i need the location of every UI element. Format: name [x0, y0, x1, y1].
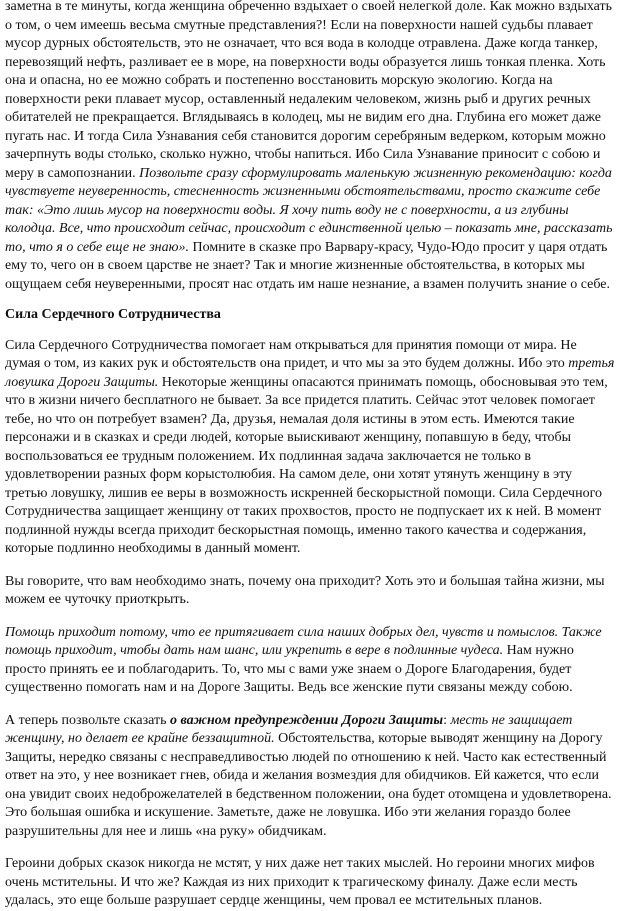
warning-bold-italic: о важном предупреждении Дороги Защиты [169, 712, 444, 728]
paragraph-warning [5, 712, 615, 842]
paragraph-well-metaphor [5, 0, 615, 294]
paragraph-text: Обстоятельства, которые выводят женщину на Дорогу Защиты, нередко связаны с несправедливостью людей по отношению к ней. Часто как естественный ответ на это, у нее возникает гнев, обида и желания возмездия для обидчиков. Ей кажется, что если она увидит своих недоброжелателей в бедственном положении, она будет отомщена и удовлетворена. Это большая ошибка и искушение. Заметьте, даже не ловушка. Ибо эти желания гораздо более разрушительны для нее и лишь «на руку» обидчикам. [5, 731, 612, 839]
paragraph-cooperation [5, 337, 615, 559]
paragraph-text: Некоторые женщины опасаются принимать помощь, обосновывая это тем, что в жизни ничего бесплатного не бывает. За все придется платить. Сейчас этот человек помогает тебе, но что он потребует взамен? Да, друзья, немалая доля истины в этом есть. Имеются такие персонажи и в сказках и среди людей, которые выискивают женщину, попавшую в беду, чтобы воспользоваться ее трудным положением. Их подлинная задача заключается не только в удовлетворении разных форм корыстолюбия. На самом деле, они хотят утянуть женщину в эту третью ловушку, лишив ее веры в возможность искренней бескорыстной помощи. Сила Сердечного Сотрудничества защищает женщину от таких прохвостов, просто не подпускает их к ней. В момент подлинной нужды всегда приходит бескорыстная помощь, именно такого качества и содержания, которые подлинно необходимы в данный момент. [5, 374, 608, 556]
paragraph-text: : [443, 712, 451, 728]
paragraph-text: А теперь позвольте сказать [5, 712, 170, 728]
paragraph-heroines: Героини добрых сказок никогда не мстят, у них даже нет таких мыслей. Но героини многих мифов очень мстительны. И что же? Каждая из них приходит к трагическому финалу. Даже если месть удалась, это еще больше разрушает сердце женщины, чем провал ее мстительных планов. [5, 856, 595, 908]
recommendation-italic: Позвольте сразу сформулировать маленькую жизненную рекомендацию: когда чувствуете неуверенность, стесненность жизненными обстоятельствами, просто скажите себе так: «Это лишь мусор на поверхности воды. Я хочу пить воду не с поверхности, а из глубины колодца. Все, что происходит сейчас, происходит с единственной целью – показать мне, рассказать то, что я о себе еще не знаю». [5, 165, 613, 255]
paragraph-text: Нам нужно просто принять ее и поблагодарить. То, что мы с вами уже знаем о Дороге Благодарения, будет существенно помогать нам и на Дороге Защиты. Ведь все женские пути связаны между собою. [5, 643, 574, 695]
revenge-italic: месть не защищает женщину, но делает ее крайне беззащитной. [5, 712, 573, 746]
paragraph-text: заметна в те минуты, когда женщина обреченно вздыхает о своей нелегкой доле. Как можно вздыхать о том, о чем имеешь весьма смутные представления?! Если на поверхности нашей судьбы плавает мусор дурных обстоятельств, это не означает, что вся вода в колодце отравлена. Даже когда танкер, перевозящий нефть, разливает ее в море, на поверхности воды образуется лишь тонкая пленка. Хоть она и опасна, но ее можно собрать и постепенно восстановить морскую экологию. Когда на поверхности реки плавает мусор, оставленный недалеким человеком, жизнь рыб и других речных обитателей не прекращается. Вглядываясь в колодец, мы не видим его дна. Глубина его может даже пугать нас. И тогда Сила Узнавания себя становится дорогим серебряным ведерком, которым можно зачерпнуть воды столько, сколько нужно, чтобы напиться. Ибо Сила Узнавание приносит с собою и меру в самопознании. [5, 0, 613, 181]
help-italic: Помощь приходит потому, что ее притягивает сила наших добрых дел, чувств и помыслов. Также помощь приходит, чтобы дать нам шанс, или укрепить в вере в подлинные чудеса. [5, 624, 602, 658]
paragraph-text: Помните в сказке про Варвару-красу, Чудо-Юдо просит у царя отдать ему то, чего он в своем царстве не знает? Так и многие жизненные обстоятельства, в которых мы ощущаем себя неуверенными, просят нас отдать им наше незнание, а взамен получить знание о себе. [5, 239, 610, 292]
paragraph-question: Вы говорите, что вам необходимо знать, почему она приходит? Хоть это и большая тайна жизни, мы можем ее чуточку приоткрыть. [5, 573, 605, 607]
paragraph-help [5, 624, 615, 698]
paragraph-text: Сила Сердечного Сотрудничества помогает нам открываться для принятия помощи от мира. Не думая о том, из каких рук и обстоятельств она придет, и что мы за это будем должны. Ибо это [5, 337, 577, 371]
section-heading: Сила Сердечного Сотрудничества [5, 307, 221, 322]
trap-italic: третья ловушка Дороги Защиты. [5, 356, 615, 390]
